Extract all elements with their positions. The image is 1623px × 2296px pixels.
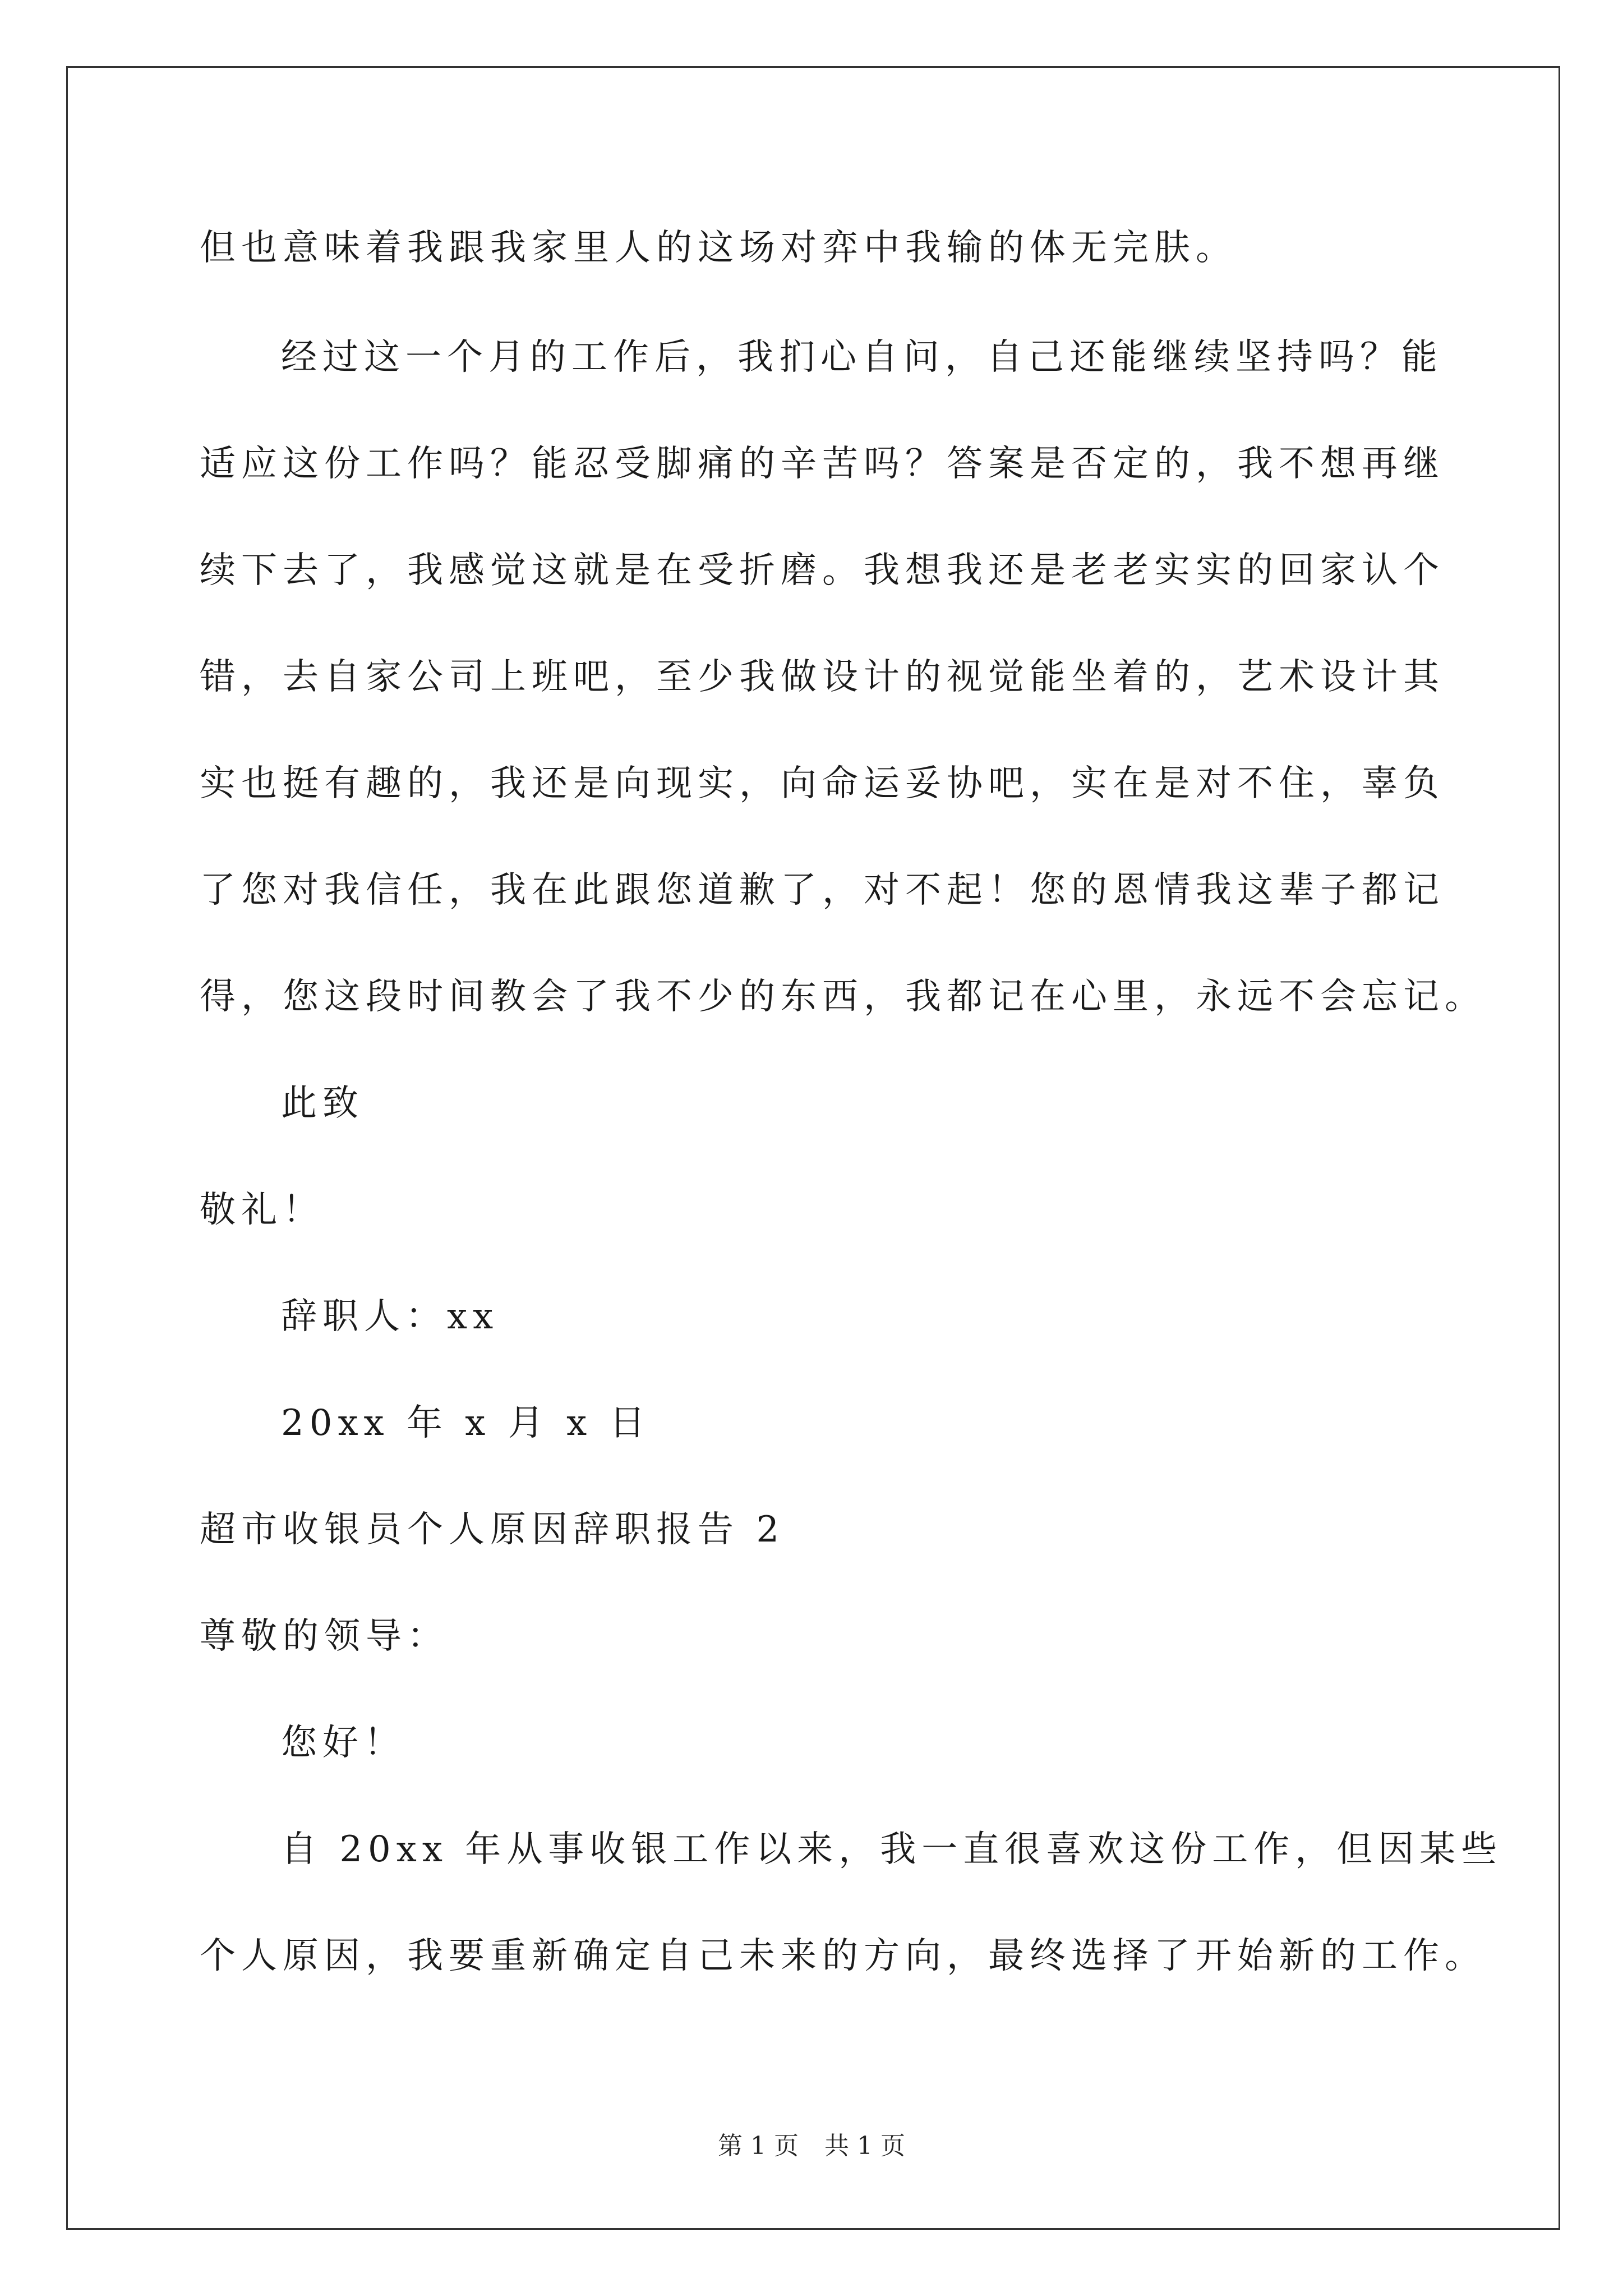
date-line: 20xx 年 x 月 x 日 bbox=[281, 1402, 651, 1444]
paragraph-line: 适应这份工作吗？能忍受脚痛的辛苦吗？答案是否定的，我不想再继 bbox=[200, 443, 1445, 485]
closing-regards: 敬礼！ bbox=[200, 1189, 324, 1231]
paragraph-line: 错，去自家公司上班吧，至少我做设计的视觉能坐着的，艺术设计其 bbox=[200, 656, 1445, 698]
greeting-line: 尊敬的领导： bbox=[200, 1616, 449, 1657]
paragraph-line: 得，您这段时间教会了我不少的东西，我都记在心里，永远不会忘记。 bbox=[200, 976, 1486, 1018]
paragraph-line: 自 20xx 年从事收银工作以来，我一直很喜欢这份工作，但因某些 bbox=[281, 1829, 1503, 1870]
paragraph-line: 个人原因，我要重新确定自己未来的方向，最终选择了开始新的工作。 bbox=[200, 1935, 1486, 1977]
greeting-line: 您好！ bbox=[281, 1722, 405, 1764]
paragraph-line: 经过这一个月的工作后，我扪心自问，自己还能继续坚持吗？能 bbox=[281, 337, 1443, 378]
page-number-total: 共 1 页 bbox=[824, 2132, 905, 2160]
paragraph-line: 实也挺有趣的，我还是向现实，向命运妥协吧，实在是对不住，辜负 bbox=[200, 763, 1445, 804]
paragraph-line: 续下去了，我感觉这就是在受折磨。我想我还是老老实实的回家认个 bbox=[200, 550, 1445, 591]
closing-salutation: 此致 bbox=[281, 1083, 364, 1124]
page-footer bbox=[0, 2131, 1623, 2162]
page-border bbox=[66, 66, 1560, 2230]
page-number-current: 第 1 页 bbox=[718, 2132, 799, 2160]
signature-line: 辞职人：xx bbox=[281, 1296, 499, 1337]
paragraph-line: 了您对我信任，我在此跟您道歉了，对不起！您的恩情我这辈子都记 bbox=[200, 869, 1445, 911]
paragraph-line: 但也意味着我跟我家里人的这场对弈中我输的体无完肤。 bbox=[200, 227, 1237, 269]
section-title: 超市收银员个人原因辞职报告 2 bbox=[200, 1509, 785, 1550]
